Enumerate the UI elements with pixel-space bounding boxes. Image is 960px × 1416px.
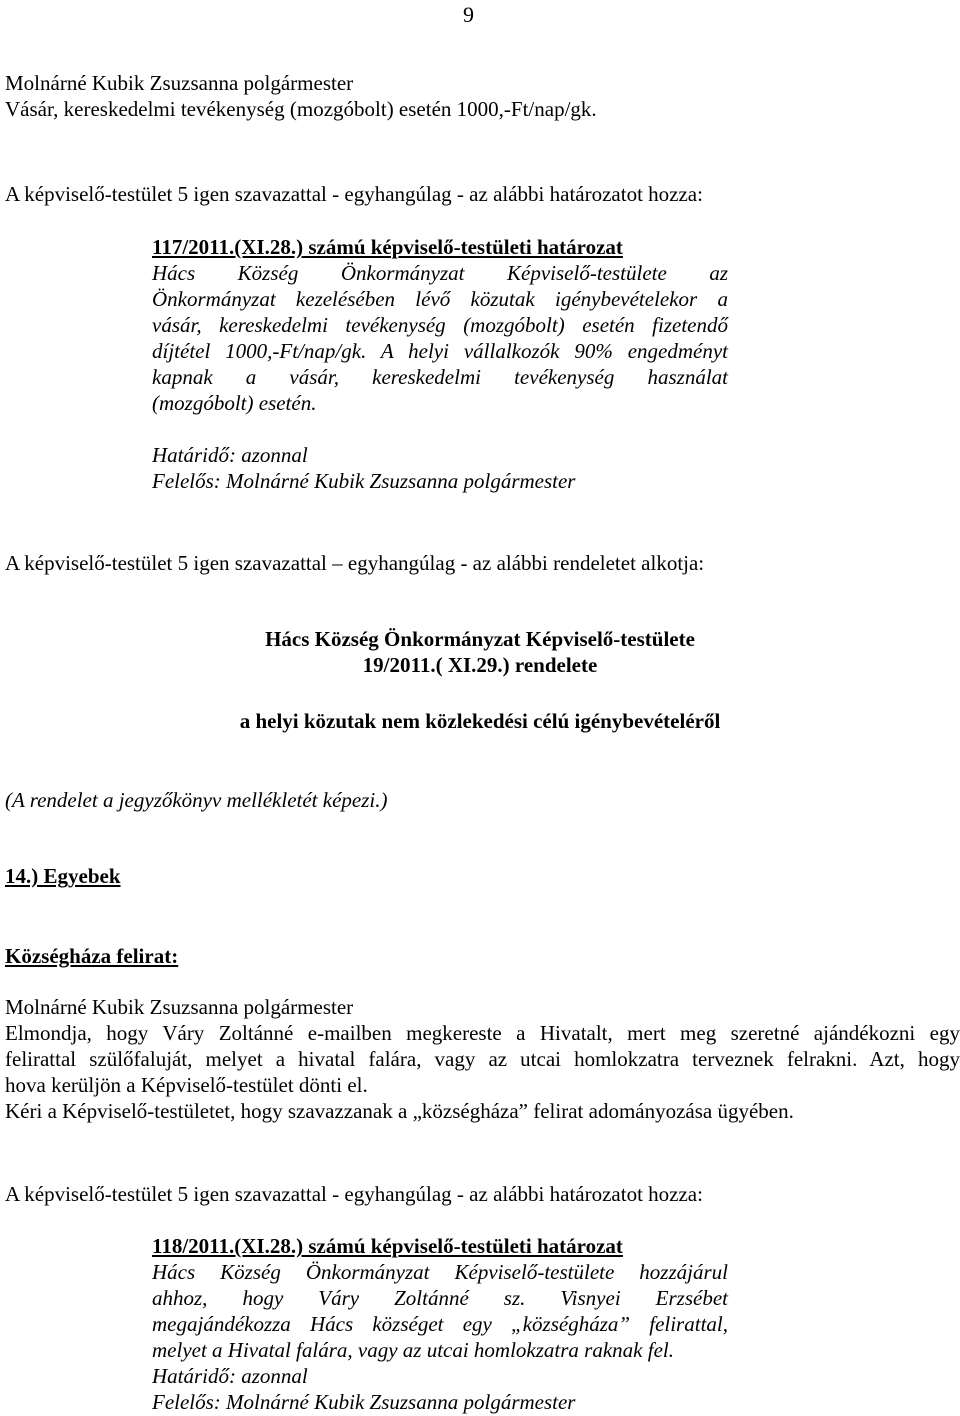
statement-line: felirattal szülőfaluját, melyet a hivatal falára, vagy az utcai homlokzatra terveznek felrakni. Azt, hogy <box>5 1047 960 1071</box>
resolution-line: ahhoz, hogy Váry Zoltánné sz. Visnyei Erzsébet <box>152 1286 728 1310</box>
resolution-line: Hács Község Önkormányzat Képviselő-testülete hozzájárul <box>152 1260 728 1284</box>
resolution-line: Önkormányzat kezelésében lévő közutak igénybevételekor a <box>152 287 728 311</box>
responsible: Felelős: Molnárné Kubik Zsuzsanna polgármester <box>152 469 576 493</box>
statement-line: Kéri a Képviselő-testületet, hogy szavazzanak a „községháza” felirat adományozása ügyében. <box>5 1099 794 1123</box>
speaker-statement-1 <box>5 70 955 122</box>
vote-statement-3: A képviselő-testület 5 igen szavazattal - egyhangúlag - az alábbi határozatot hozza: <box>5 1182 703 1206</box>
responsible: Felelős: Molnárné Kubik Zsuzsanna polgármester <box>152 1390 576 1414</box>
statement-line: hova kerüljön a Képviselő-testület dönti el. <box>5 1073 368 1097</box>
resolution-line: vásár, kereskedelmi tevékenység (mozgóbolt) esetén fizetendő <box>152 313 728 337</box>
subsection-heading: Községháza felirat: <box>5 944 179 968</box>
resolution-line: Hács Község Önkormányzat Képviselő-testülete az <box>152 261 728 285</box>
resolution-line: kapnak a vásár, kereskedelmi tevékenység használat <box>152 365 728 389</box>
decree-note: (A rendelet a jegyzőkönyv mellékletét képezi.) <box>5 788 388 812</box>
resolution-117-footer <box>152 442 728 494</box>
speaker-name: Molnárné Kubik Zsuzsanna polgármester <box>5 995 354 1019</box>
decree-subject: a helyi közutak nem közlekedési célú igénybevételéről <box>239 709 721 733</box>
resolution-line: (mozgóbolt) esetén. <box>152 391 317 415</box>
speaker-statement-2 <box>5 994 960 1124</box>
page-number: 9 <box>463 2 474 27</box>
resolution-line: megajándékozza Hács községet egy „községháza” felirattal, <box>152 1312 728 1336</box>
section-heading: 14.) Egyebek <box>5 864 121 888</box>
vote-statement-1: A képviselő-testület 5 igen szavazattal - egyhangúlag - az alábbi határozatot hozza: <box>5 182 703 206</box>
speaker-name: Molnárné Kubik Zsuzsanna polgármester <box>5 71 354 95</box>
deadline: Határidő: azonnal <box>152 1364 308 1388</box>
decree-issuer: Hács Község Önkormányzat Képviselő-testülete <box>265 627 695 651</box>
decree-heading <box>0 626 960 678</box>
statement-line: Elmondja, hogy Váry Zoltánné e-mailben megkereste a Hivatalt, mert meg szeretné ajándékozni egy <box>5 1021 960 1045</box>
vote-statement-2: A képviselő-testület 5 igen szavazattal – egyhangúlag - az alábbi rendeletet alkotja: <box>5 551 705 575</box>
decree-number: 19/2011.( XI.29.) rendelete <box>362 653 598 677</box>
resolution-title: 117/2011.(XI.28.) számú képviselő-testületi határozat <box>152 235 623 259</box>
deadline: Határidő: azonnal <box>152 443 308 467</box>
statement-text: Vásár, kereskedelmi tevékenység (mozgóbolt) esetén 1000,-Ft/nap/gk. <box>5 97 597 121</box>
resolution-117 <box>152 234 728 416</box>
resolution-line: melyet a Hivatal falára, vagy az utcai homlokzatra raknak fel. <box>152 1338 674 1362</box>
resolution-line: díjtétel 1000,-Ft/nap/gk. A helyi vállalkozók 90% engedményt <box>152 339 728 363</box>
resolution-118 <box>152 1233 728 1415</box>
resolution-title: 118/2011.(XI.28.) számú képviselő-testületi határozat <box>152 1234 623 1258</box>
